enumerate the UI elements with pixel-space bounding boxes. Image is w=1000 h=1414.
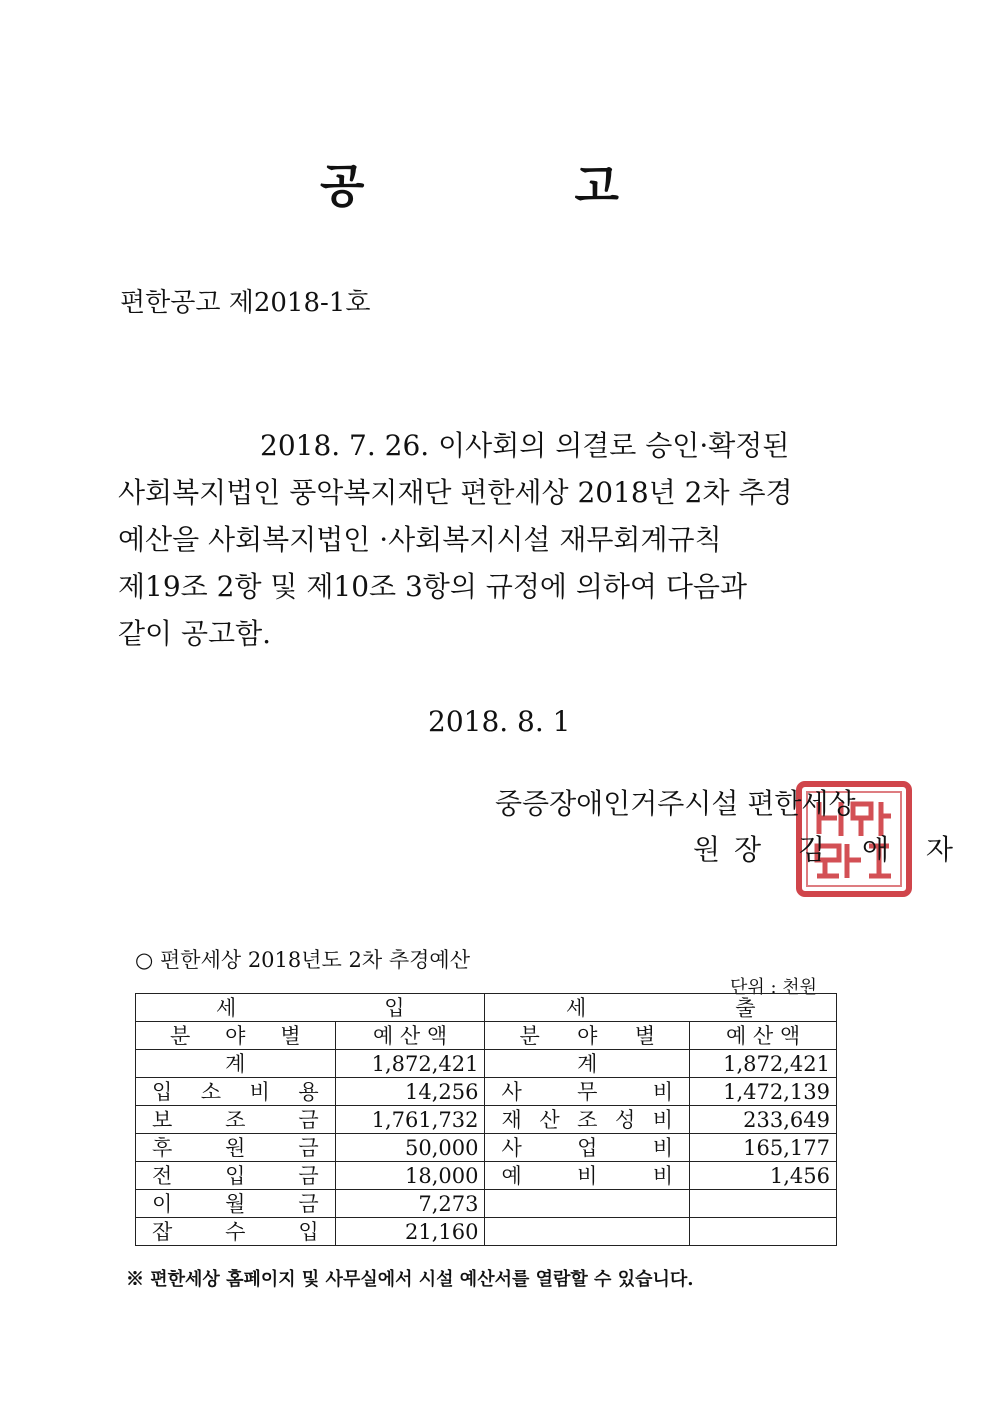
table-row — [136, 1106, 837, 1134]
income-category-char: 입 — [298, 1219, 319, 1244]
income-amount-cell: 50,000 — [335, 1134, 485, 1162]
notice-body — [118, 422, 898, 657]
income-category-char: 금 — [298, 1107, 319, 1132]
expense-category-char: 비 — [652, 1107, 674, 1132]
expense-category-cell — [485, 1134, 690, 1162]
notice-date: 2018. 8. 1 — [428, 705, 571, 738]
expense-amount-cell: 1,472,139 — [690, 1078, 837, 1106]
title-char-2: 고 — [574, 159, 619, 213]
income-category-char: 후 — [152, 1135, 173, 1160]
expense-amount-cell: 1,456 — [690, 1162, 837, 1190]
expense-category-char: 비 — [652, 1163, 674, 1188]
income-category-cell — [136, 1134, 336, 1162]
body-line: 같이 공고함. — [118, 617, 272, 650]
income-category-char: 조 — [225, 1107, 246, 1132]
income-header-char: 입 — [384, 995, 405, 1020]
income-header — [136, 994, 485, 1022]
expense-amount-cell — [690, 1190, 837, 1218]
budget-table — [135, 993, 837, 1246]
header-char: 별 — [280, 1023, 301, 1048]
expense-total-amount: 1,872,421 — [690, 1050, 837, 1078]
notice-number: 편한공고 제2018-1호 — [120, 288, 371, 318]
expense-category-char: 업 — [577, 1135, 598, 1160]
expense-category-char: 재 — [501, 1107, 522, 1132]
income-category-char: 소 — [200, 1079, 222, 1104]
income-amount-cell: 21,160 — [335, 1218, 485, 1246]
expense-amount-header: 예 산 액 — [690, 1022, 837, 1050]
income-category-char: 용 — [298, 1079, 319, 1104]
income-amount-cell: 14,256 — [335, 1078, 485, 1106]
expense-category-char: 사 — [501, 1135, 522, 1160]
income-header-char: 세 — [215, 995, 237, 1020]
income-category-cell — [136, 1078, 336, 1106]
income-category-cell — [136, 1190, 336, 1218]
income-category-char: 이 — [152, 1191, 173, 1216]
footnote: ※ 편한세상 홈페이지 및 사무실에서 시설 예산서를 열람할 수 있습니다. — [126, 1269, 694, 1290]
income-amount-cell: 18,000 — [335, 1162, 485, 1190]
income-category-char: 잡 — [152, 1219, 173, 1244]
expense-amount-cell: 233,649 — [690, 1106, 837, 1134]
income-category-char: 전 — [152, 1163, 173, 1188]
expense-category-cell — [485, 1218, 690, 1246]
income-amount-header: 예 산 액 — [335, 1022, 485, 1050]
income-category-char: 금 — [298, 1135, 319, 1160]
table-row — [136, 1134, 837, 1162]
income-total-label: 계 — [136, 1050, 336, 1078]
expense-category-char: 비 — [652, 1079, 674, 1104]
budget-rows — [136, 1078, 837, 1246]
table-subheader-row — [136, 1022, 837, 1050]
document-title — [320, 150, 619, 216]
income-category-char: 원 — [225, 1135, 246, 1160]
header-char: 별 — [634, 1023, 656, 1048]
expense-category-cell — [485, 1106, 690, 1134]
header-char: 야 — [577, 1023, 598, 1048]
expense-amount-cell: 165,177 — [690, 1134, 837, 1162]
body-line: 예산을 사회복지법인 ·사회복지시설 재무회계규칙 — [118, 523, 722, 556]
expense-category-char: 성 — [614, 1107, 636, 1132]
header-char: 분 — [170, 1023, 191, 1048]
expense-category-cell — [485, 1078, 690, 1106]
table-total-row — [136, 1050, 837, 1078]
expense-category-char: 산 — [539, 1107, 560, 1132]
table-header-row — [136, 994, 837, 1022]
expense-amount-cell — [690, 1218, 837, 1246]
income-category-char: 비 — [249, 1079, 270, 1104]
income-amount-cell: 7,273 — [335, 1190, 485, 1218]
table-row — [136, 1078, 837, 1106]
income-amount-cell: 1,761,732 — [335, 1106, 485, 1134]
title-char-1: 공 — [320, 159, 365, 213]
table-row — [136, 1162, 837, 1190]
expense-category-cell — [485, 1190, 690, 1218]
body-line: 제19조 2항 및 제10조 3항의 규정에 의하여 다음과 — [118, 570, 748, 603]
income-category-char: 금 — [298, 1191, 319, 1216]
income-category-header — [136, 1022, 336, 1050]
expense-category-char: 무 — [577, 1079, 598, 1104]
income-category-char: 입 — [152, 1079, 173, 1104]
header-char: 분 — [519, 1023, 540, 1048]
expense-header-char: 출 — [735, 995, 756, 1020]
table-caption: ○ 편한세상 2018년도 2차 추경예산 — [135, 948, 470, 972]
expense-category-char: 조 — [577, 1107, 598, 1132]
expense-category-char: 예 — [501, 1163, 522, 1188]
expense-category-header — [485, 1022, 690, 1050]
header-char: 야 — [225, 1023, 246, 1048]
organization-name: 중증장애인거주시설 편한세상 — [495, 787, 856, 820]
income-category-cell — [136, 1106, 336, 1134]
body-line: 사회복지법인 풍악복지재단 편한세상 2018년 2차 추경 — [118, 476, 793, 509]
expense-category-char: 사 — [501, 1079, 522, 1104]
income-category-char: 보 — [152, 1107, 173, 1132]
income-category-char: 월 — [225, 1191, 246, 1216]
table-row — [136, 1218, 837, 1246]
income-category-cell — [136, 1162, 336, 1190]
unit-label: 단위 : 천원 — [730, 977, 818, 998]
representative-name: 원장 김 애 자 — [693, 833, 967, 866]
income-category-char: 입 — [225, 1163, 246, 1188]
income-total-amount: 1,872,421 — [335, 1050, 485, 1078]
body-line: 2018. 7. 26. 이사회의 의결로 승인·확정된 — [260, 429, 790, 462]
expense-total-label: 계 — [485, 1050, 690, 1078]
expense-header — [485, 994, 837, 1022]
expense-category-char: 비 — [577, 1163, 598, 1188]
table-row — [136, 1190, 837, 1218]
income-category-char: 수 — [225, 1219, 246, 1244]
expense-category-cell — [485, 1162, 690, 1190]
income-category-char: 금 — [298, 1163, 319, 1188]
expense-header-char: 세 — [565, 995, 587, 1020]
income-category-cell — [136, 1218, 336, 1246]
expense-category-char: 비 — [652, 1135, 674, 1160]
